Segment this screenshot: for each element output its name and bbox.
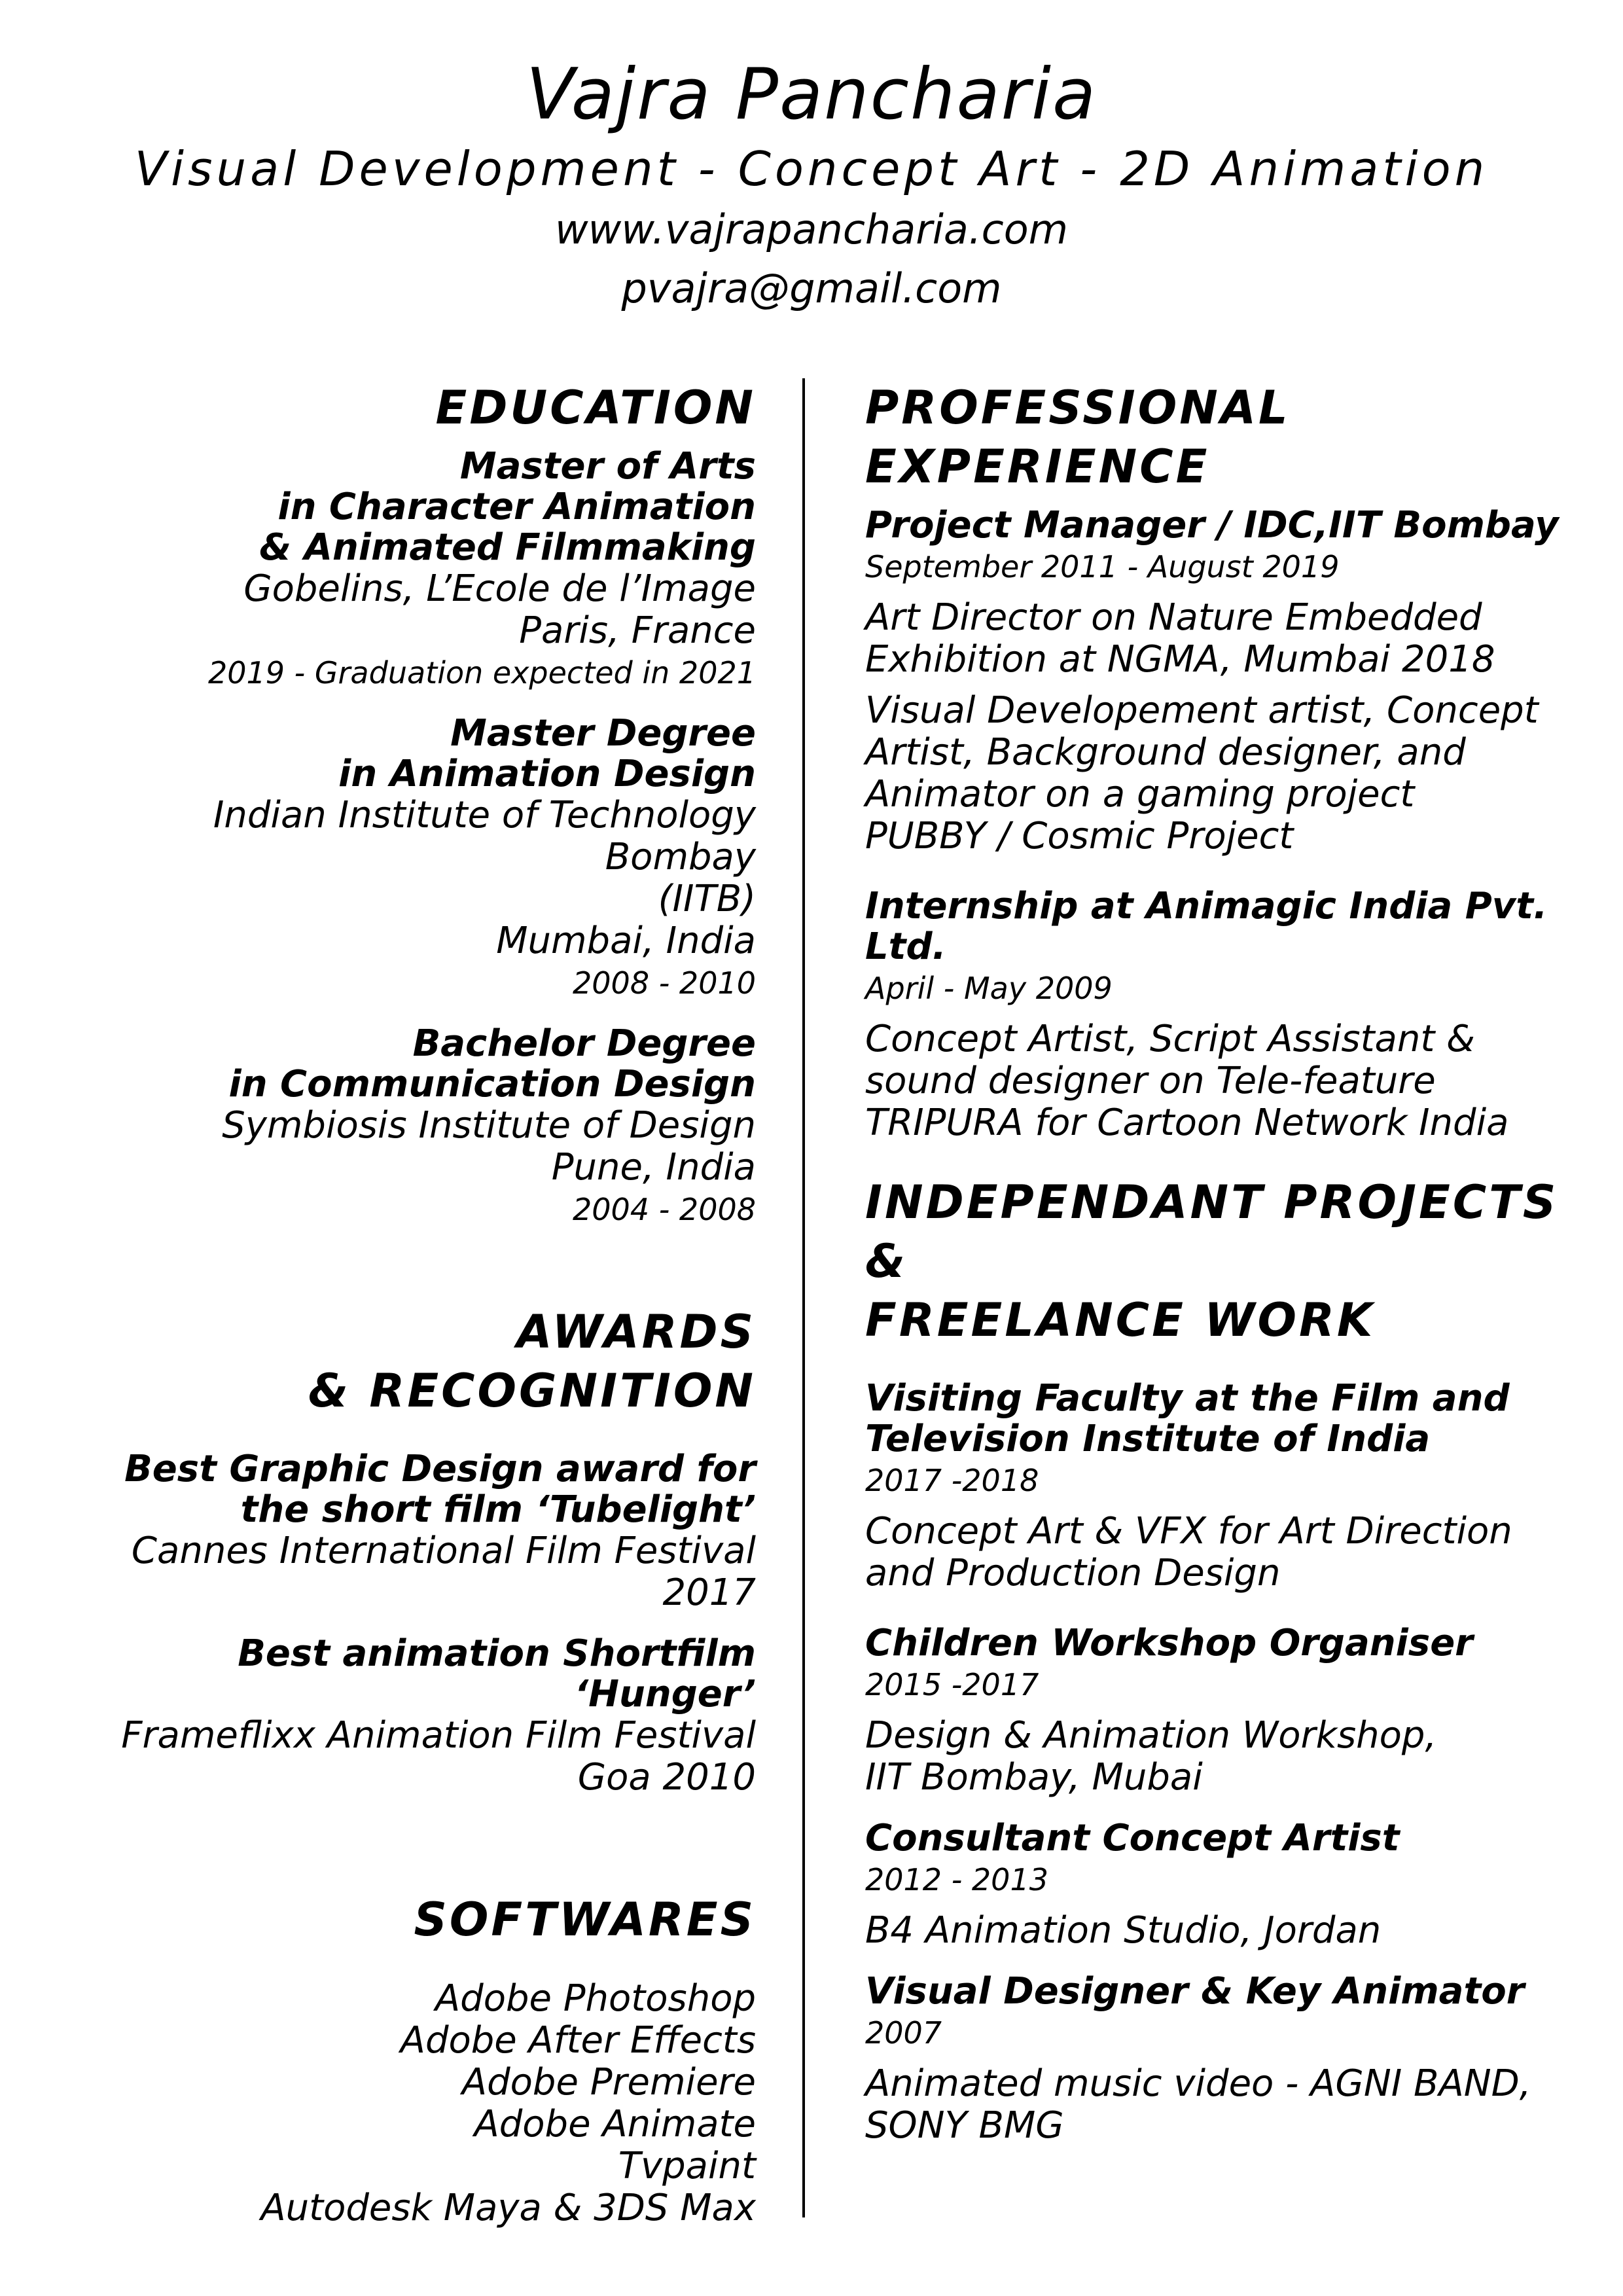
website-link[interactable]: www.vajrapancharia.com: [554, 206, 1069, 253]
education-location: Mumbai, India: [496, 920, 756, 962]
project-title: Visual Designer & Key Animator: [865, 1970, 1525, 2013]
project-date: 2012 - 2013: [865, 1862, 1048, 1897]
award-title: the short film ‘Tubelight’: [240, 1488, 756, 1531]
name-heading: Vajra Pancharia: [526, 54, 1097, 135]
education-item: [65, 1024, 756, 1230]
project-description: [865, 1715, 1605, 1799]
project-description: [865, 1511, 1605, 1594]
project-description-line: and Production Design: [865, 1552, 1281, 1594]
project-title: Visiting Faculty at the Film and: [865, 1377, 1510, 1420]
awards-heading-line: AWARDS: [516, 1305, 756, 1359]
education-degree: Bachelor Degree: [412, 1022, 756, 1065]
job-description-line: Concept Artist, Script Assistant &: [865, 1018, 1475, 1060]
education-heading: EDUCATION: [435, 381, 756, 435]
project-description: [865, 2063, 1605, 2147]
project-title: Children Workshop Organiser: [865, 1622, 1473, 1664]
softwares-heading: SOFTWARES: [414, 1893, 756, 1946]
project-title: Television Institute of India: [865, 1418, 1431, 1460]
project-item: [865, 1818, 1605, 1952]
job-description-line: Art Director on Nature Embedded: [865, 596, 1482, 639]
education-degree: Master of Arts: [459, 445, 756, 488]
job-description-line: Visual Developement artist, Concept: [865, 689, 1539, 732]
education-institution: Bombay: [605, 836, 756, 878]
education-institution: (IITB): [658, 878, 756, 920]
job-description-line: Artist, Background designer, and: [865, 731, 1466, 774]
independent-heading-line: FREELANCE WORK: [865, 1293, 1376, 1347]
project-description-line: Design & Animation Workshop,: [865, 1714, 1437, 1757]
software-item: Adobe After Effects: [400, 2019, 756, 2062]
job-description: [865, 597, 1605, 681]
software-item: Autodesk Maya & 3DS Max: [260, 2187, 756, 2229]
education-institution: Gobelins, L’Ecole de l’Image: [243, 567, 756, 610]
software-item: Adobe Premiere: [461, 2061, 756, 2104]
experience-item: [865, 505, 1605, 857]
software-list: [65, 1978, 756, 2229]
experience-item: [865, 886, 1605, 1144]
education-degree: in Communication Design: [228, 1063, 756, 1105]
education-institution: Symbiosis Institute of Design: [222, 1104, 756, 1147]
tagline: Visual Development - Concept Art - 2D Animation: [134, 141, 1489, 196]
award-year: Goa 2010: [577, 1756, 756, 1799]
education-location: Pune, India: [551, 1146, 756, 1189]
job-description: [865, 690, 1605, 857]
job-description-line: Exhibition at NGMA, Mumbai 2018: [865, 638, 1495, 681]
award-festival: Cannes International Film Festival: [131, 1530, 756, 1572]
job-description-line: sound designer on Tele-feature: [865, 1060, 1436, 1102]
education-institution: Indian Institute of Technology: [213, 794, 756, 836]
job-description-line: TRIPURA for Cartoon Network India: [865, 1102, 1509, 1144]
project-date: 2007: [865, 2015, 942, 2051]
education-item: [65, 446, 756, 694]
independent-heading-line: INDEPENDANT PROJECTS &: [865, 1175, 1559, 1288]
experience-heading-line: PROFESSIONAL: [865, 381, 1291, 435]
award-item: [65, 1634, 756, 1799]
software-item: Tvpaint: [618, 2145, 756, 2187]
education-degree: Master Degree: [450, 712, 756, 755]
award-festival: Frameflixx Animation Film Festival: [121, 1714, 756, 1757]
project-item: [865, 1971, 1605, 2147]
education-location: Paris, France: [519, 609, 756, 652]
email-link[interactable]: pvajra@gmail.com: [621, 264, 1002, 312]
project-description: [865, 1910, 1605, 1952]
education-item: [65, 713, 756, 1004]
award-year: 2017: [662, 1571, 756, 1614]
experience-heading: [865, 378, 1605, 496]
job-title: Project Manager / IDC,IIT Bombay: [865, 504, 1559, 547]
job-description: [865, 1018, 1605, 1144]
software-item: Adobe Animate: [474, 2103, 756, 2145]
project-date: 2015 -2017: [865, 1667, 1039, 1702]
software-item: Adobe Photoshop: [435, 1977, 756, 2020]
job-title: Internship at Animagic India Pvt. Ltd.: [865, 885, 1548, 968]
job-description-line: Animator on a gaming project: [865, 773, 1415, 816]
column-divider: [802, 378, 805, 2217]
education-date: 2019 - Graduation expected in 2021: [207, 655, 756, 691]
awards-heading: [65, 1302, 756, 1420]
resume-header: [0, 52, 1623, 318]
project-description-line: Concept Art & VFX for Art Direction: [865, 1510, 1512, 1552]
education-degree: in Character Animation: [277, 486, 756, 528]
right-column: [865, 378, 1605, 2166]
project-description-line: Animated music video - AGNI BAND,: [865, 2062, 1531, 2105]
education-degree: in Animation Design: [338, 753, 756, 795]
project-description-line: B4 Animation Studio, Jordan: [865, 1909, 1382, 1952]
experience-heading-line: EXPERIENCE: [865, 440, 1210, 493]
project-description-line: SONY BMG: [865, 2104, 1064, 2147]
left-column: [65, 378, 756, 2229]
education-date: 2008 - 2010: [573, 965, 756, 1001]
award-item: [65, 1449, 756, 1614]
project-item: [865, 1378, 1605, 1594]
award-title: Best animation Shortfilm ‘Hunger’: [238, 1632, 756, 1715]
job-date: September 2011 - August 2019: [865, 549, 1340, 584]
project-item: [865, 1623, 1605, 1799]
awards-heading-line: & RECOGNITION: [308, 1364, 756, 1418]
project-description-line: IIT Bombay, Mubai: [865, 1756, 1203, 1799]
education-degree: & Animated Filmmaking: [259, 526, 756, 569]
project-date: 2017 -2018: [865, 1463, 1039, 1498]
project-title: Consultant Concept Artist: [865, 1817, 1400, 1859]
job-description-line: PUBBY / Cosmic Project: [865, 815, 1294, 857]
education-date: 2004 - 2008: [573, 1192, 756, 1227]
award-title: Best Graphic Design award for: [124, 1448, 756, 1490]
independent-heading: [865, 1173, 1605, 1350]
job-date: April - May 2009: [865, 971, 1113, 1006]
